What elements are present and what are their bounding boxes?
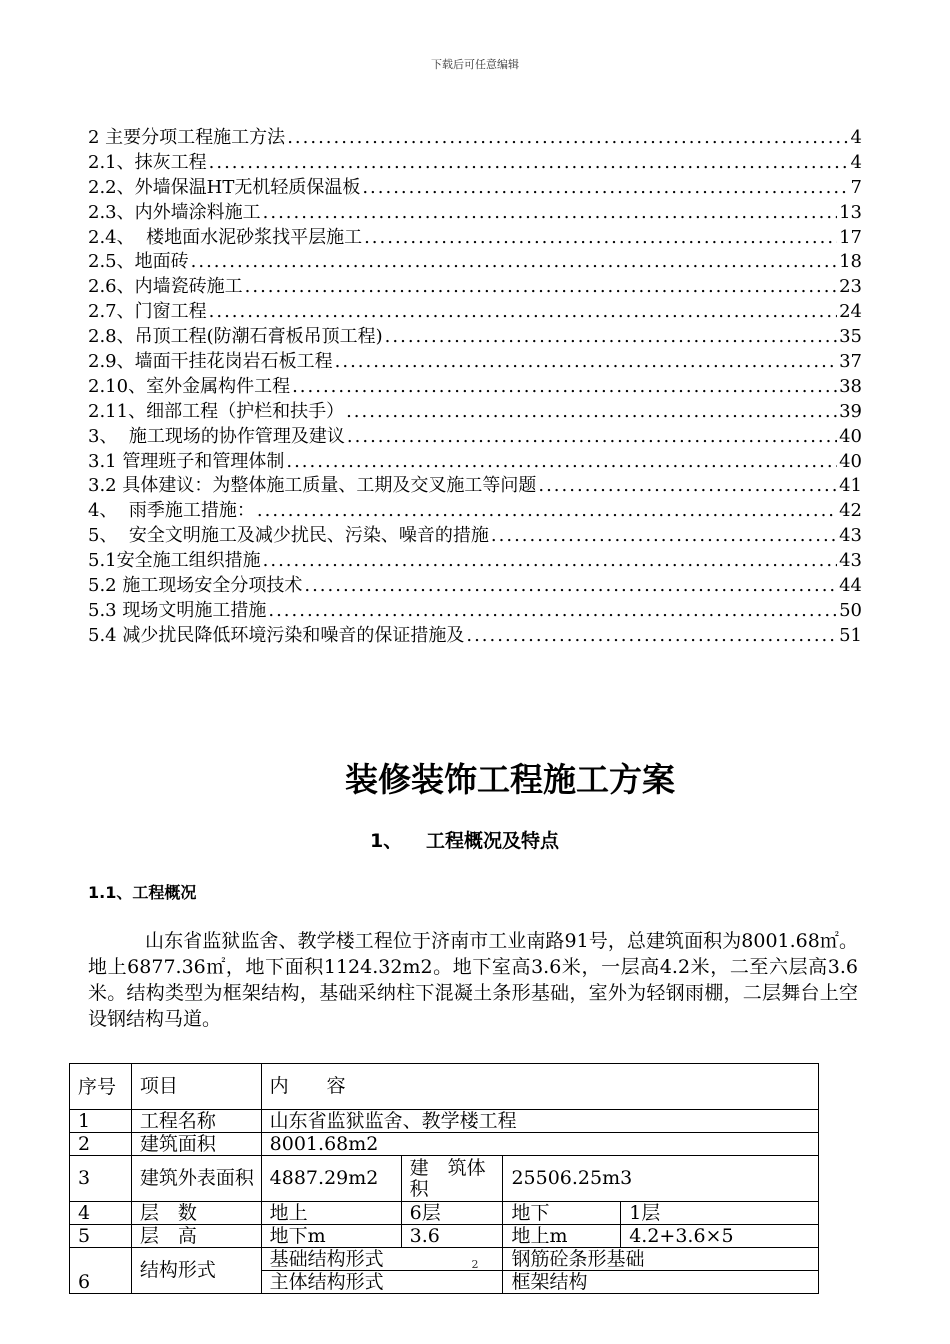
- toc-leader: [347, 425, 837, 450]
- toc-entry[interactable]: [88, 151, 862, 176]
- toc-leader: [209, 300, 837, 325]
- table-cell: 层 高: [131, 1225, 261, 1248]
- toc-page: 42: [839, 500, 862, 522]
- toc-page: 17: [839, 226, 862, 248]
- table-cell: 山东省监狱监舍、教学楼工程: [261, 1110, 818, 1133]
- toc-leader: [466, 624, 837, 649]
- page-number: 2: [471, 1258, 479, 1271]
- toc-page: 7: [850, 176, 862, 198]
- toc-entry[interactable]: [88, 450, 862, 475]
- table-cell: 主体结构形式: [261, 1271, 503, 1294]
- toc-page: 18: [839, 251, 862, 273]
- toc-leader: [538, 474, 837, 499]
- toc-label: 2.9、墙面干挂花岗岩石板工程: [88, 351, 333, 373]
- document-title: 装修装饰工程施工方案: [345, 760, 675, 799]
- table-row: [70, 1202, 819, 1225]
- table-header-cell: 序号: [70, 1064, 132, 1110]
- toc-entry[interactable]: [88, 524, 862, 549]
- table-cell: 4887.29m2: [261, 1156, 401, 1202]
- toc-entry[interactable]: [88, 325, 862, 350]
- table-row: [70, 1225, 819, 1248]
- toc-entry[interactable]: [88, 375, 862, 400]
- table-cell: 地下m: [261, 1225, 401, 1248]
- toc-label: 4、 雨季施工措施：: [88, 500, 255, 522]
- toc-entry[interactable]: [88, 474, 862, 499]
- table-cell: 5: [70, 1225, 132, 1248]
- table-cell: 3.6: [401, 1225, 503, 1248]
- table-row: [70, 1110, 819, 1133]
- toc-label: 2.2、外墙保温HT无机轻质保温板: [88, 176, 361, 198]
- section-number: 1、: [370, 830, 403, 852]
- table-cell: 建 筑体积: [401, 1156, 503, 1202]
- table-cell: 钢筋砼条形基础: [503, 1248, 819, 1271]
- toc-entry[interactable]: [88, 275, 862, 300]
- toc-entry[interactable]: [88, 126, 862, 151]
- table-cell: 建筑外表面积: [131, 1156, 261, 1202]
- table-cell: 25506.25m3: [503, 1156, 819, 1202]
- subsection-heading: 1.1、工程概况: [88, 883, 197, 902]
- toc-label: 5.3 现场文明施工措施: [88, 599, 267, 621]
- toc-page: 38: [839, 375, 862, 397]
- toc-label: 2.8、吊顶工程(防潮石膏板吊顶工程): [88, 326, 383, 348]
- toc-label: 2.11、细部工程（护栏和扶手）: [88, 400, 345, 422]
- toc-page: 43: [839, 525, 862, 547]
- section-title: 工程概况及特点: [426, 830, 560, 852]
- table-cell: 建筑面积: [131, 1133, 261, 1156]
- toc-label: 3、 施工现场的协作管理及建议: [88, 425, 345, 447]
- toc-leader: [263, 201, 837, 226]
- toc-label: 2 主要分项工程施工方法: [88, 127, 286, 148]
- table-cell: 2: [70, 1133, 132, 1156]
- toc-leader: [491, 524, 837, 549]
- toc-label: 2.4、 楼地面水泥砂浆找平层施工: [88, 226, 363, 248]
- table-cell: 3: [70, 1156, 132, 1202]
- table-cell: 地下: [503, 1202, 621, 1225]
- toc-leader: [346, 400, 837, 425]
- toc-page: 24: [839, 301, 862, 323]
- toc-label: 5.1安全施工组织措施: [88, 550, 261, 572]
- table-of-contents: [88, 126, 862, 649]
- table-cell: 6: [70, 1248, 132, 1294]
- toc-entry[interactable]: [88, 499, 862, 524]
- section-heading: [370, 826, 559, 853]
- table-cell: 1层: [621, 1202, 819, 1225]
- toc-entry[interactable]: [88, 300, 862, 325]
- table-header-cell: 内 容: [261, 1064, 818, 1110]
- toc-page: 43: [839, 550, 862, 572]
- toc-page: 37: [839, 351, 862, 373]
- toc-page: 44: [839, 575, 862, 597]
- toc-leader: [209, 151, 849, 176]
- toc-label: 3.2 具体建议：为整体施工质量、工期及交叉施工等问题: [88, 475, 537, 497]
- toc-leader: [385, 325, 837, 350]
- toc-label: 2.6、内墙瓷砖施工: [88, 276, 243, 298]
- toc-leader: [287, 126, 848, 151]
- toc-page: 51: [839, 624, 862, 646]
- toc-label: 3.1 管理班子和管理体制: [88, 450, 285, 472]
- toc-entry[interactable]: [88, 350, 862, 375]
- table-cell: 基础结构形式: [261, 1248, 503, 1271]
- toc-leader: [292, 375, 837, 400]
- toc-label: 2.7、门窗工程: [88, 301, 207, 323]
- toc-entry[interactable]: [88, 574, 862, 599]
- table-header-cell: 项目: [131, 1064, 261, 1110]
- table-cell: 地上: [261, 1202, 401, 1225]
- toc-page: 50: [839, 599, 862, 621]
- toc-label: 5.4 减少扰民降低环境污染和噪音的保证措施及: [88, 624, 465, 646]
- table-row: [70, 1133, 819, 1156]
- toc-entry[interactable]: [88, 400, 862, 425]
- table-cell: 框架结构: [503, 1271, 819, 1294]
- table-cell: 地上m: [503, 1225, 621, 1248]
- toc-page: 23: [839, 276, 862, 298]
- toc-entry[interactable]: [88, 226, 862, 251]
- toc-leader: [263, 549, 837, 574]
- overview-paragraph: 山东省监狱监舍、教学楼工程位于济南市工业南路91号，总建筑面积为8001.68㎡。地上6877.36㎡，地下面积1124.32m2。地下室高3.6米，一层高4.2米，二至六层高3.6米。结构类型为框架结构，基础采纳柱下混凝土条形基础，室外为轻钢雨棚，二层舞台上空设钢结构马道。: [88, 930, 858, 1030]
- toc-leader: [286, 450, 837, 475]
- table-row: [70, 1156, 819, 1202]
- toc-leader: [364, 226, 837, 251]
- toc-leader: [335, 350, 837, 375]
- header-note: 下载后可任意编辑: [431, 58, 519, 71]
- toc-leader: [257, 499, 837, 524]
- toc-entry[interactable]: [88, 425, 862, 450]
- toc-page: 35: [839, 326, 862, 348]
- table-cell: 1: [70, 1110, 132, 1133]
- toc-entry[interactable]: [88, 250, 862, 275]
- toc-page: 39: [839, 400, 862, 422]
- toc-page: 41: [839, 475, 862, 497]
- toc-leader: [191, 250, 837, 275]
- toc-page: 4: [850, 127, 862, 148]
- toc-label: 5.2 施工现场安全分项技术: [88, 575, 303, 597]
- toc-page: 40: [839, 450, 862, 472]
- table-cell: 6层: [401, 1202, 503, 1225]
- toc-page: 13: [839, 201, 862, 223]
- toc-entry[interactable]: [88, 201, 862, 226]
- toc-entry[interactable]: [88, 176, 862, 201]
- toc-label: 5、 安全文明施工及减少扰民、污染、噪音的措施: [88, 525, 489, 547]
- toc-leader: [268, 599, 837, 624]
- table-cell: 工程名称: [131, 1110, 261, 1133]
- toc-label: 2.3、内外墙涂料施工: [88, 201, 261, 223]
- toc-page: 4: [850, 151, 862, 173]
- toc-label: 2.10、室外金属构件工程: [88, 375, 291, 397]
- toc-leader: [304, 574, 837, 599]
- table-cell: 8001.68m2: [261, 1133, 818, 1156]
- table-cell: 层 数: [131, 1202, 261, 1225]
- toc-page: 40: [839, 425, 862, 447]
- toc-entry[interactable]: [88, 599, 862, 624]
- table-header-row: [70, 1064, 819, 1110]
- toc-label: 2.5、地面砖: [88, 251, 189, 273]
- table-cell: 4.2+3.6×5: [621, 1225, 819, 1248]
- toc-leader: [245, 275, 837, 300]
- table-cell: 4: [70, 1202, 132, 1225]
- toc-leader: [362, 176, 848, 201]
- toc-entry[interactable]: [88, 549, 862, 574]
- toc-label: 2.1、抹灰工程: [88, 151, 207, 173]
- toc-entry[interactable]: [88, 624, 862, 649]
- table-cell: 结构形式: [131, 1248, 261, 1294]
